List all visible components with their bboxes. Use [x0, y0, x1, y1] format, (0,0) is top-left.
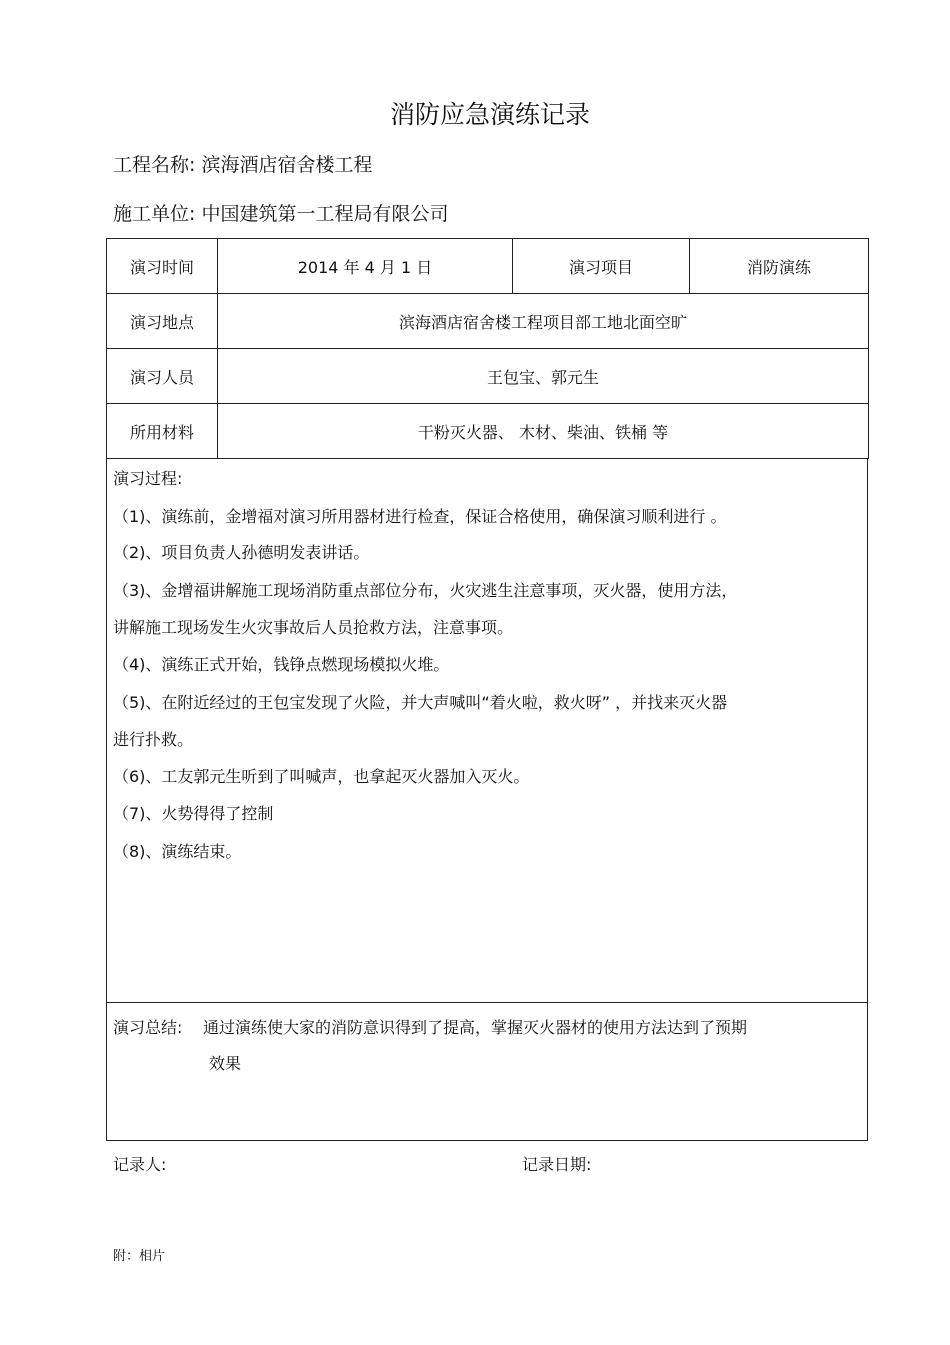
drill-item-value: 消防演练 [690, 239, 869, 294]
table-row [107, 294, 869, 349]
drill-summary-box [106, 1002, 868, 1141]
drill-time-value: 2014 年 4 月 1 日 [218, 239, 513, 294]
materials-value: 干粉灭火器、 木材、柴油、铁桶 等 [218, 404, 869, 459]
project-name-label: 工程名称: [113, 154, 196, 176]
summary-text: 效果 [209, 1054, 242, 1073]
table-row [107, 239, 869, 294]
process-line: （7)、火势得得了控制 [113, 804, 274, 823]
table-row [107, 349, 869, 404]
drill-people-value: 王包宝、郭元生 [218, 349, 869, 404]
process-heading: 演习过程: [113, 469, 183, 488]
attachment-note: 附：相片 [113, 1249, 166, 1264]
process-line: 进行扑救。 [113, 730, 194, 749]
process-line: 讲解施工现场发生火灾事故后人员抢救方法，注意事项。 [113, 618, 514, 637]
drill-process-box [106, 458, 868, 1003]
page-title: 消防应急演练记录 [389, 100, 590, 129]
drill-time-label: 演习时间 [107, 239, 218, 294]
contractor-value: 中国建筑第一工程局有限公司 [201, 203, 449, 225]
project-name-row [113, 150, 372, 177]
process-line: （1)、演练前，金增福对演习所用器材进行检查，保证合格使用，确保演习顺利进行 。 [113, 507, 727, 526]
drill-people-label: 演习人员 [107, 349, 218, 404]
materials-label: 所用材料 [107, 404, 218, 459]
summary-text: 通过演练使大家的消防意识得到了提高，掌握灭火器材的使用方法达到了预期 [203, 1018, 748, 1037]
drill-place-value: 滨海酒店宿舍楼工程项目部工地北面空旷 [218, 294, 869, 349]
contractor-label: 施工单位: [113, 203, 196, 225]
project-name-value: 滨海酒店宿舍楼工程 [201, 154, 373, 176]
process-line: （3)、金增福讲解施工现场消防重点部位分布，火灾逃生注意事项，灭火器，使用方法， [113, 581, 738, 600]
record-date-label: 记录日期: [522, 1155, 592, 1174]
process-line: （8)、演练结束。 [113, 842, 242, 861]
drill-item-label: 演习项目 [513, 239, 690, 294]
process-line: （5)、在附近经过的王包宝发现了火险，并大声喊叫“着火啦，救火呀” ，并找来灭火器 [113, 693, 728, 712]
recorder-label: 记录人: [113, 1155, 167, 1174]
drill-info-table [106, 238, 869, 459]
drill-place-label: 演习地点 [107, 294, 218, 349]
process-line: （2)、项目负责人孙德明发表讲话。 [113, 543, 370, 562]
table-row [107, 404, 869, 459]
process-line: （4)、演练正式开始，钱铮点燃现场模拟火堆。 [113, 655, 450, 674]
process-line: （6)、工友郭元生听到了叫喊声，也拿起灭火器加入灭火。 [113, 767, 530, 786]
contractor-row [113, 199, 448, 226]
summary-label: 演习总结: [113, 1018, 183, 1037]
